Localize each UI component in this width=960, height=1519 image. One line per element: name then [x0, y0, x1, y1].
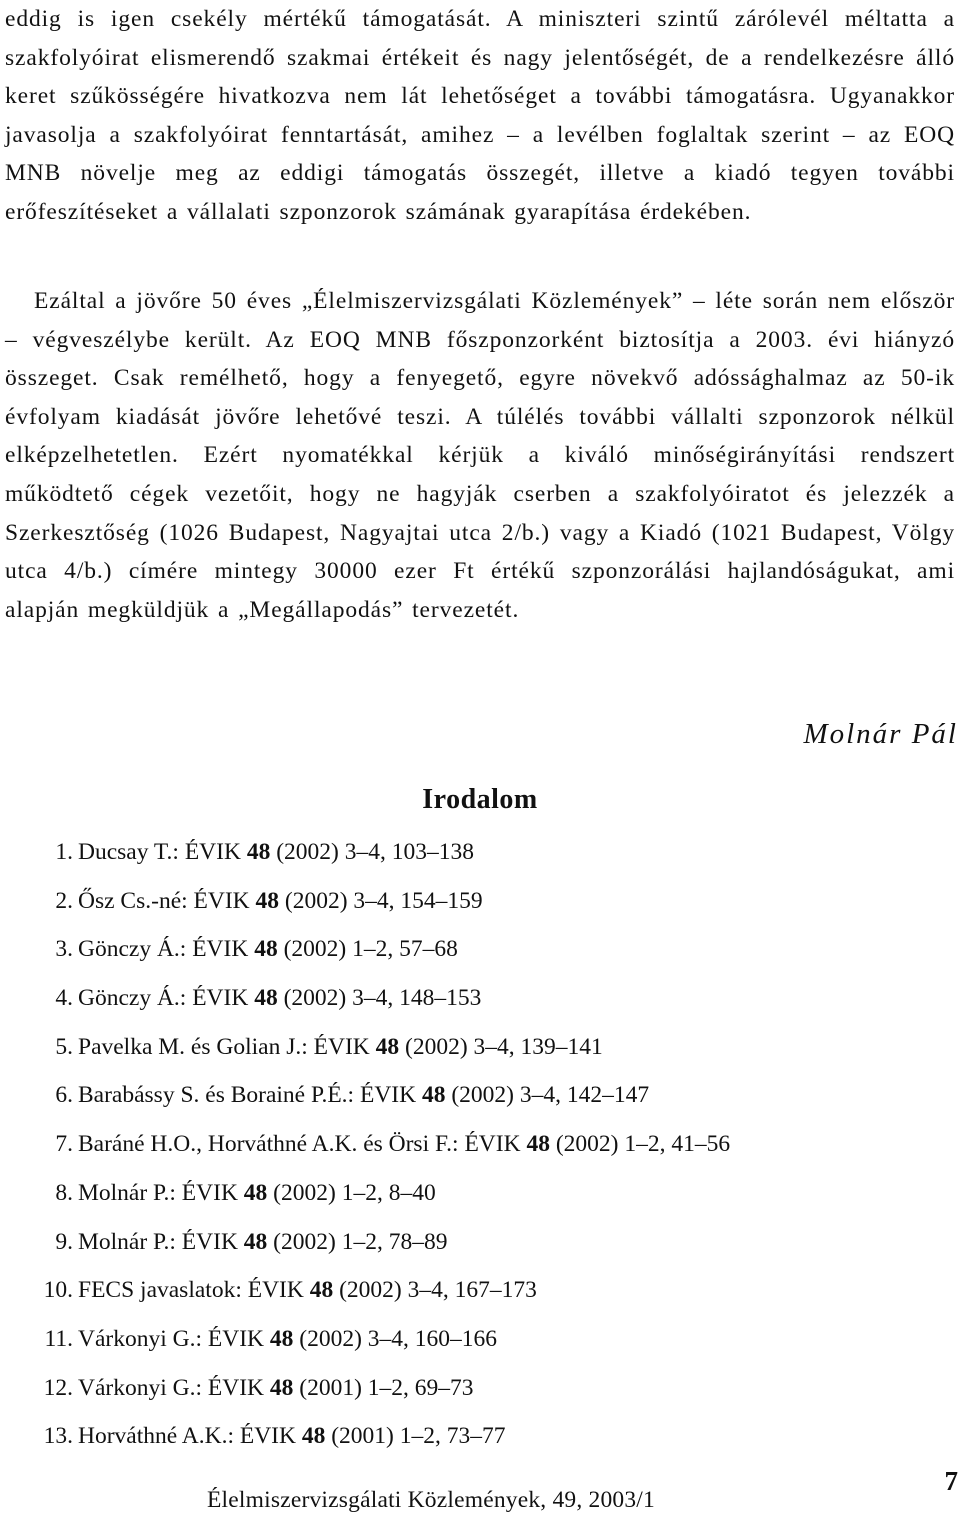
- reference-number: 6.: [55, 1082, 73, 1109]
- references-title: [0, 784, 960, 816]
- reference-number: 2.: [55, 887, 73, 914]
- reference-details: (2002) 1–2, 57–68: [277, 936, 458, 963]
- body-paragraph-2: Ezáltal a jövőre 50 éves „Élelmiszervizsgálati Közlemények” – léte során nem először – végveszélybe került. Az EOQ MNB főszponzorként biztosítja a 2003. évi hiányzó összeget. Csak remélhető, hogy a fenyegető, egyre növekvő adóssághalmaz az 50-ik évfolyam kiadását jövőre lehetővé teszi. A túlélés további vállalti szponzorok nélkül elképzelhetetlen. Ezért nyomatékkal kérjük a kiváló minőségirányítási rendszert működtető cégek vezetőit, hogy ne hagyják cserben a szakfolyóiratot és jelezzék a Szerkesztőség (1026 Budapest, Nagyajtai utca 2/b.) vagy a Kiadó (1021 Budapest, Völgy utca 4/b.) címére mintegy 30000 ezer Ft értékű szponzorálási hajlandóságukat, ami alapján megküldjük a „Megállapodás” tervezetét.: [5, 288, 955, 623]
- reference-item: [0, 1073, 730, 1122]
- reference-volume: 48: [254, 936, 278, 963]
- reference-details: (2002) 1–2, 41–56: [549, 1131, 731, 1158]
- reference-number: 1.: [55, 839, 73, 865]
- reference-volume: 48: [269, 1325, 294, 1352]
- reference-details: (2002) 3–4, 142–147: [445, 1082, 650, 1109]
- reference-details: (2002) 3–4, 154–159: [279, 887, 483, 914]
- reference-number: 4.: [55, 985, 73, 1012]
- reference-volume: 48: [301, 1423, 326, 1450]
- reference-item: [0, 1317, 730, 1366]
- reference-number: 3.: [55, 936, 73, 963]
- reference-authors: Várkonyi G.: ÉVIK: [78, 1325, 270, 1352]
- reference-volume: 48: [243, 1228, 268, 1255]
- reference-authors: Barabássy S. és Borainé P.É.: ÉVIK: [78, 1082, 422, 1109]
- reference-authors: Molnár P.: ÉVIK: [78, 1228, 244, 1255]
- reference-volume: 48: [254, 985, 278, 1012]
- reference-authors: FECS javaslatok: ÉVIK: [78, 1277, 310, 1304]
- reference-volume: 48: [375, 1033, 400, 1060]
- reference-number: 8.: [55, 1179, 73, 1206]
- reference-details: (2002) 3–4, 160–166: [293, 1325, 498, 1352]
- reference-authors: Ősz Cs.-né: ÉVIK: [78, 887, 256, 914]
- references-title-text: Irodalom: [422, 784, 538, 815]
- reference-item: [0, 976, 730, 1025]
- reference-number: 5.: [55, 1033, 73, 1060]
- author-signature: Molnár Pál: [803, 718, 958, 750]
- reference-volume: 48: [255, 887, 280, 914]
- reference-authors: Ducsay T.: ÉVIK: [78, 839, 247, 865]
- page-number: 7: [944, 1466, 958, 1496]
- reference-item: [0, 1414, 730, 1463]
- reference-details: (2002) 3–4, 148–153: [277, 985, 482, 1012]
- reference-authors: Molnár P.: ÉVIK: [78, 1179, 244, 1206]
- reference-number: 7.: [55, 1131, 73, 1158]
- reference-number: 10.: [43, 1277, 73, 1304]
- reference-item: [0, 1366, 730, 1415]
- reference-item: [0, 1220, 730, 1269]
- reference-item: [0, 879, 730, 928]
- references-list: [0, 830, 730, 1463]
- reference-item: [0, 1025, 730, 1074]
- body-paragraph-1: eddig is igen csekély mértékű támogatását. A miniszteri szintű zárólevél méltatta a szakfolyóirat elismerendő szakmai értékeit és nagy jelentőségét, de a rendelkezésre álló keret szűkösségére hivatkozva nem lát lehetőséget a további támogatásra. Ugyanakkor javasolja a szakfolyóirat fenntartását, amihez – a levélben foglaltak szerint – az EOQ MNB növelje meg az eddigi támogatás összegét, illetve a kiadó tegyen további erőfeszítéseket a vállalati szponzorok számának gyarapítása érdekében.: [5, 6, 955, 225]
- reference-authors: Gönczy Á.: ÉVIK: [78, 985, 255, 1012]
- reference-details: (2002) 3–4, 167–173: [333, 1277, 537, 1304]
- reference-volume: 48: [243, 1179, 268, 1206]
- reference-number: 9.: [55, 1228, 73, 1255]
- reference-authors: Horváthné A.K.: ÉVIK: [78, 1423, 302, 1450]
- reference-authors: Baráné H.O., Horváthné A.K. és Örsi F.: ÉVIK: [78, 1131, 527, 1158]
- reference-volume: 48: [269, 1374, 294, 1401]
- reference-volume: 48: [309, 1277, 334, 1304]
- journal-footer: Élelmiszervizsgálati Közlemények, 49, 2003/1: [207, 1487, 655, 1513]
- reference-item: [0, 830, 730, 879]
- reference-details: (2002) 3–4, 103–138: [270, 839, 474, 865]
- reference-item: [0, 1171, 730, 1220]
- reference-item: [0, 1268, 730, 1317]
- reference-details: (2002) 3–4, 139–141: [399, 1033, 603, 1060]
- reference-volume: 48: [246, 839, 271, 865]
- reference-authors: Várkonyi G.: ÉVIK: [78, 1374, 270, 1401]
- reference-authors: Pavelka M. és Golian J.: ÉVIK: [78, 1033, 376, 1060]
- reference-item: [0, 1122, 730, 1171]
- reference-details: (2001) 1–2, 69–73: [293, 1374, 474, 1401]
- reference-details: (2002) 1–2, 8–40: [267, 1179, 436, 1206]
- reference-details: (2001) 1–2, 73–77: [325, 1423, 506, 1450]
- reference-volume: 48: [421, 1082, 446, 1109]
- reference-number: 11.: [44, 1325, 73, 1352]
- reference-volume: 48: [526, 1131, 550, 1158]
- reference-item: [0, 927, 730, 976]
- reference-number: 13.: [43, 1423, 73, 1450]
- reference-authors: Gönczy Á.: ÉVIK: [78, 936, 255, 963]
- reference-details: (2002) 1–2, 78–89: [267, 1228, 448, 1255]
- reference-number: 12.: [43, 1374, 73, 1401]
